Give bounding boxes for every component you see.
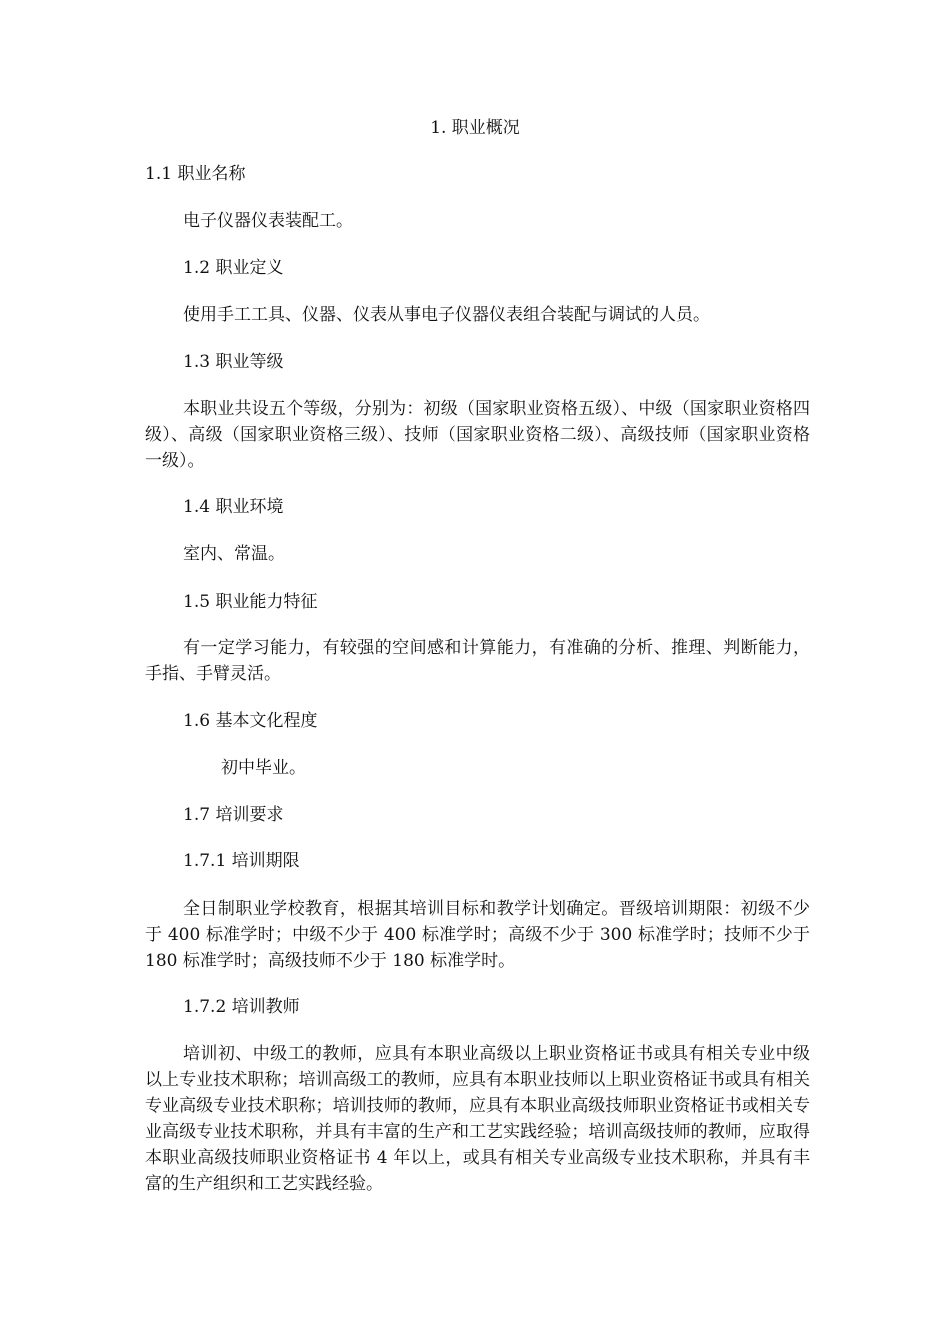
section-1-3-body: 本职业共设五个等级，分别为：初级（国家职业资格五级）、中级（国家职业资格四级）、高级（国家职业资格三级）、技师（国家职业资格二级）、高级技师（国家职业资格一级）。 [145, 399, 810, 471]
section-1-1-body: 电子仪器仪表装配工。 [183, 211, 353, 231]
section-1-4-body: 室内、常温。 [183, 544, 285, 564]
page-title: 1. 职业概况 [430, 118, 520, 138]
section-1-4-heading: 1.4 职业环境 [183, 497, 284, 517]
section-1-5-heading: 1.5 职业能力特征 [183, 592, 318, 612]
section-1-7-heading: 1.7 培训要求 [183, 805, 284, 825]
section-1-7-1-heading: 1.7.1 培训期限 [183, 851, 300, 871]
section-1-7-2-body: 培训初、中级工的教师，应具有本职业高级以上职业资格证书或具有相关专业中级以上专业技术职称；培训高级工的教师，应具有本职业技师以上职业资格证书或具有相关专业高级专业技术职称；培训技师的教师，应具有本职业高级技师职业资格证书或相关专业高级专业技术职称，并具有丰富的生产和工艺实践经验；培训高级技师的教师，应取得本职业高级技师职业资格证书 4 年以上，或具有相关专业高级专业技术职称，并具有丰富的生产组织和工艺实践经验。 [145, 1044, 810, 1194]
section-1-6-heading: 1.6 基本文化程度 [183, 711, 318, 731]
section-1-7-2-heading: 1.7.2 培训教师 [183, 997, 300, 1017]
section-1-1-heading: 1.1 职业名称 [145, 164, 246, 184]
section-1-2-heading: 1.2 职业定义 [183, 258, 284, 278]
section-1-3-heading: 1.3 职业等级 [183, 352, 284, 372]
section-1-5-body: 有一定学习能力，有较强的空间感和计算能力，有准确的分析、推理、判断能力，手指、手臂灵活。 [145, 638, 810, 684]
section-1-2-body: 使用手工工具、仪器、仪表从事电子仪器仪表组合装配与调试的人员。 [183, 305, 710, 325]
section-1-7-1-body: 全日制职业学校教育，根据其培训目标和教学计划确定。晋级培训期限：初级不少于 400 标准学时；中级不少于 400 标准学时；高级不少于 300 标准学时；技师不少于 180 标准学时；高级技师不少于 180 标准学时。 [145, 899, 810, 971]
section-1-6-body: 初中毕业。 [221, 758, 306, 778]
